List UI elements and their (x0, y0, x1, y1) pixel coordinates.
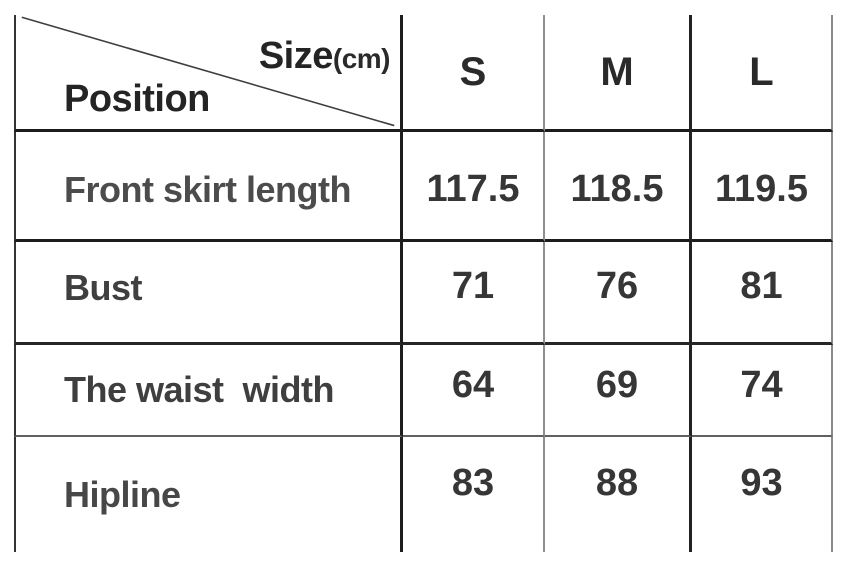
cell-waist-width-s: 64 (403, 345, 545, 437)
cell-bust-m: 76 (545, 242, 692, 345)
cell-front-skirt-length-l: 119.5 (692, 132, 833, 242)
size-chart-table (14, 15, 833, 552)
size-unit-text: (cm) (332, 43, 390, 74)
column-header-m: M (545, 15, 692, 132)
size-label-text: Size (258, 35, 333, 77)
cell-hipline-s: 83 (403, 437, 545, 552)
column-header-s: S (403, 15, 545, 132)
cell-bust-l: 81 (692, 242, 833, 345)
corner-position-label: Position (64, 78, 210, 120)
row-label-hipline: Hipline (14, 437, 403, 552)
cell-front-skirt-length-s: 117.5 (403, 132, 545, 242)
row-label-bust: Bust (14, 242, 403, 345)
row-label-front-skirt-length: Front skirt length (14, 132, 403, 242)
cell-hipline-m: 88 (545, 437, 692, 552)
cell-waist-width-m: 69 (545, 345, 692, 437)
cell-front-skirt-length-m: 118.5 (545, 132, 692, 242)
cell-hipline-l: 93 (692, 437, 833, 552)
header-corner-cell (14, 15, 403, 132)
row-label-waist-width: The waist width (14, 345, 403, 437)
column-header-l: L (692, 15, 833, 132)
corner-size-label (259, 35, 390, 78)
cell-bust-s: 71 (403, 242, 545, 345)
cell-waist-width-l: 74 (692, 345, 833, 437)
